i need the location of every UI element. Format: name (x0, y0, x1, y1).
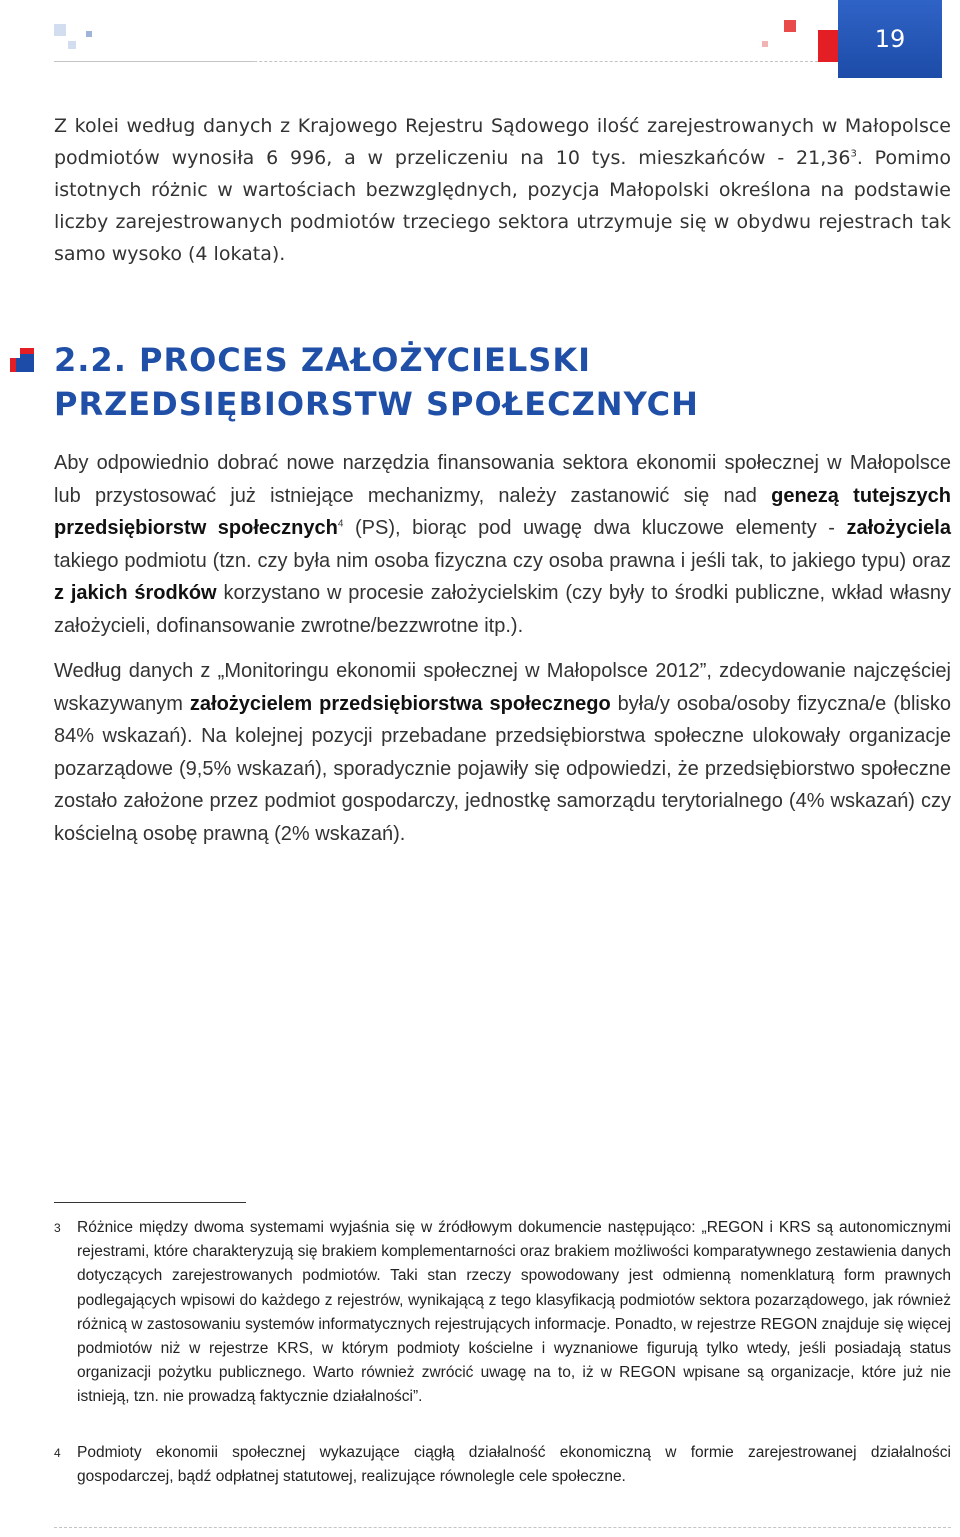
emphasis: założycielem przedsiębiorstwa społecznego (189, 692, 611, 715)
intro-paragraph (54, 110, 951, 270)
heading-bullet-icon (10, 348, 34, 372)
emphasis: założyciela (846, 517, 951, 539)
footnote-number: 3 (54, 1221, 61, 1235)
footnote-separator (54, 1202, 246, 1203)
footer-divider (54, 1527, 951, 1528)
header-decor-square (86, 31, 92, 37)
footnote (54, 1441, 951, 1489)
intro-text: Z kolei według danych z Krajowego Rejestru Sądowego ilość zarejestrowanych w Małopolsce podmiotów wynosiła 6 996, a w przeliczeniu na 10 tys. mieszkańców - 21,36 (54, 115, 951, 169)
header-decor-square (54, 24, 66, 36)
footnote-text: Różnice między dwoma systemami wyjaśnia się w źródłowym dokumencie następująco: „REGON i KRS są autonomicznymi rejestrami, które charakteryzują się brakiem komplementarności oraz brakiem możliwości komparatywnego zestawienia danych dotyczących zarejestrowanych podmiotów. Taki stan rzeczy spowodowany jest odmienną nomenklaturą form prawnych podlegających wpisowi do każdego z rejestrów, wynikającą z tego klasyfikacją podmiotów sektora pozarządowego, jak również różnicą w zastosowaniu systemów informatycznych rejestrujących informacje. Ponadto, w rejestrze REGON znajduje się więcej podmiotów niż w rejestrze KRS, w którym podmioty kościelne i wyznaniowe figurują tylko wtedy, jeśli posiadają status organizacji pożytku publicznego. Warto również zwrócić uwagę na to, iż w REGON wpisane są organizacje, które już nie istnieją, tzn. nie prowadzą faktycznie działalności”. (77, 1219, 951, 1406)
header-decor-square (68, 41, 76, 49)
section-heading: 2.2. PROCES ZAŁOŻYCIELSKI PRZEDSIĘBIORSTW SPOŁECZNYCH (54, 341, 699, 423)
body-paragraph: Według danych z „Monitoringu ekonomii społecznej w Małopolsce 2012”, zdecydowanie najczęściej wskazywanym założycielem przedsiębiorstwa społecznego była/y osoba/osoby fizyczna/e (blisko 84% wskazań). Na kolejnej pozycji przebadane przedsiębiorstwa społeczne ulokowały organizacje pozarządowe (9,5% wskazań), sporadycznie pojawiły się odpowiedzi, że przedsiębiorstwo społeczne zostało założone przez podmiot gospodarczy, jednostkę samorządu terytorialnego (4% wskazań) czy kościelną osobę prawną (2% wskazań). (54, 660, 951, 845)
footnote-ref[interactable]: 3 (850, 148, 857, 160)
footnote-number: 4 (54, 1446, 61, 1460)
page-number: 19 (838, 0, 942, 78)
header-decor-square (762, 41, 768, 47)
emphasis: z jakich środków (54, 582, 217, 604)
footnote (54, 1216, 951, 1410)
body-paragraph: Aby odpowiednio dobrać nowe narzędzia finansowania sektora ekonomii społecznej w Małopolsce lub przystosować już istniejące mechanizmy, należy zastanowić się nad genezą tutejszych przedsiębiorstw społecznych$^4$ (PS), biorąc pod uwagę dwa kluczowe elementy - założyciela takiego podmiotu (tzn. czy była nim osoba fizyczna czy osoba prawna i jeśli tak, to jakiego typu) oraz z jakich środków korzystano w procesie założycielskim (czy były to środki publiczne, wkład własny założycieli, dofinansowanie zwrotne/bezzwrotne itp.). (54, 452, 951, 637)
footnote-text: Podmioty ekonomii społecznej wykazujące ciągłą działalność ekonomiczną w formie zarejestrowanej działalności gospodarczej, bądź odpłatnej statutowej, realizujące równolegle cele społeczne. (77, 1444, 951, 1486)
intro-text: . Pomimo istotnych różnic w wartościach bezwzględnych, pozycja Małopolski określona na podstawie liczby zarejestrowanych podmiotów trzeciego sektora utrzymuje się w obydwu rejestrach tak samo wysoko (4 lokata). (54, 147, 951, 265)
header-divider-accent (54, 61, 254, 62)
footnote-ref[interactable]: 4 (337, 518, 344, 530)
emphasis: genezą tutejszych przedsiębiorstw społecznych (54, 484, 951, 539)
header-decor-square (784, 20, 796, 32)
